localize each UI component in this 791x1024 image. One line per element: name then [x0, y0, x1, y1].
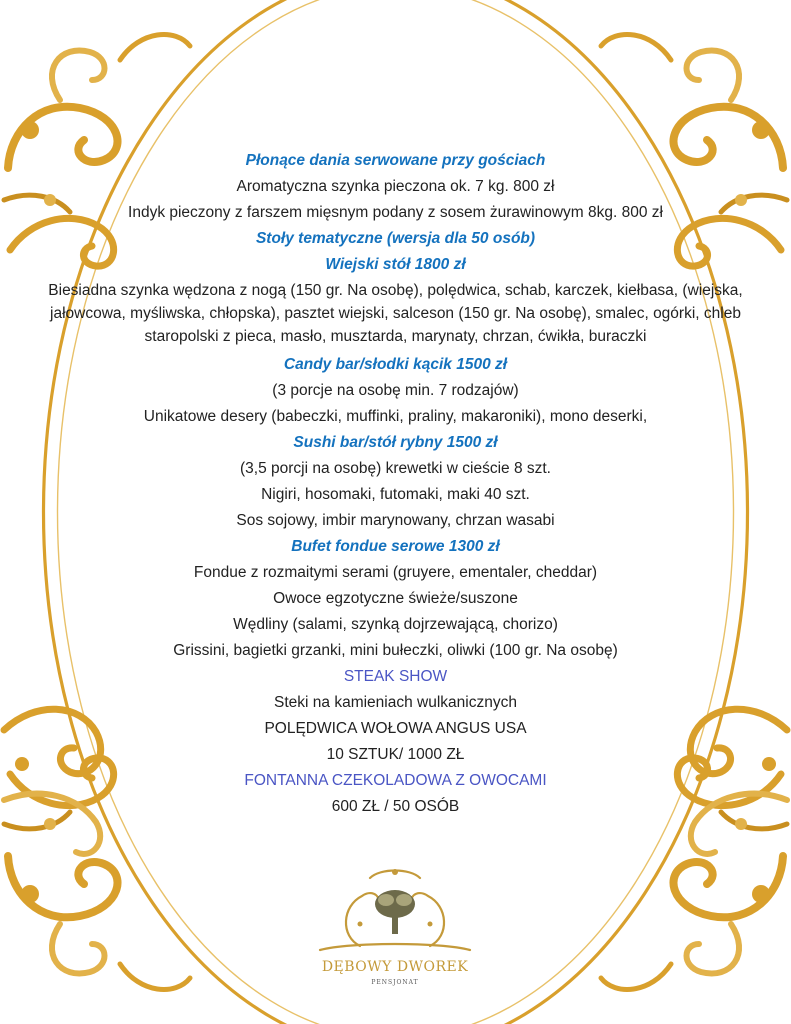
menu-item: Aromatyczna szynka pieczona ok. 7 kg. 800 zł	[236, 178, 555, 195]
menu-item: 600 ZŁ / 50 OSÓB	[331, 798, 460, 815]
menu-item: Nigiri, hosomaki, futomaki, maki 40 szt.	[261, 486, 530, 503]
menu-item: Owoce egzotyczne świeże/suszone	[273, 590, 518, 607]
brand-subtitle: PENSJONAT	[371, 979, 419, 986]
brand-name: DĘBOWY DWOREK	[321, 959, 469, 975]
menu-item: POLĘDWICA WOŁOWA ANGUS USA	[264, 720, 527, 737]
oak-tree-crest-icon	[300, 866, 490, 958]
menu-item: Sos sojowy, imbir marynowany, chrzan wasabi	[236, 512, 555, 529]
menu-item: Wędliny (salami, szynką dojrzewającą, chorizo)	[233, 616, 558, 633]
menu-item: Indyk pieczony z farszem mięsnym podany z sosem żurawinowym 8kg. 800 zł	[128, 204, 663, 221]
heading-chocolate-fountain: FONTANNA CZEKOLADOWA Z OWOCAMI	[244, 772, 547, 789]
heading-fondue-buffet: Bufet fondue serowe 1300 zł	[291, 538, 500, 555]
menu-item: Fondue z rozmaitymi serami (gruyere, ementaler, cheddar)	[193, 564, 598, 581]
menu-item: 10 SZTUK/ 1000 ZŁ	[326, 746, 465, 763]
village-table-description: Biesiadna szynka wędzona z nogą (150 gr. Na osobę), polędwica, schab, karczek, kiełbasa, (wiejska, jałowcowa, myśliwska, chłopska), pasztet wiejski, salceson (150 gr. Na osobę), smalec, ogórki, chleb staropolski z pieca, masło, musztarda, marynaty, chrzan, ćwikła, buraczki	[48, 282, 743, 345]
menu-item: Unikatowe desery (babeczki, muffinki, praliny, makaroniki), mono deserki,	[143, 408, 648, 425]
menu-item: (3,5 porcji na osobę) krewetki w cieście 8 szt.	[240, 460, 551, 477]
menu-item: Steki na kamieniach wulkanicznych	[274, 694, 517, 711]
brand-logo	[300, 866, 490, 996]
menu-item: (3 porcje na osobę min. 7 rodzajów)	[272, 382, 519, 399]
heading-theme-tables: Stoły tematyczne (wersja dla 50 osób)	[255, 230, 536, 247]
heading-steak-show: STEAK SHOW	[343, 668, 448, 685]
heading-candy-bar: Candy bar/słodki kącik 1500 zł	[283, 356, 508, 373]
menu-item: Grissini, bagietki grzanki, mini bułeczki, oliwki (100 gr. Na osobę)	[173, 642, 618, 659]
menu-content	[40, 148, 751, 820]
heading-flaming-dishes: Płonące dania serwowane przy gościach	[245, 152, 546, 169]
heading-village-table: Wiejski stół 1800 zł	[325, 256, 466, 273]
heading-sushi-bar: Sushi bar/stół rybny 1500 zł	[293, 434, 498, 451]
